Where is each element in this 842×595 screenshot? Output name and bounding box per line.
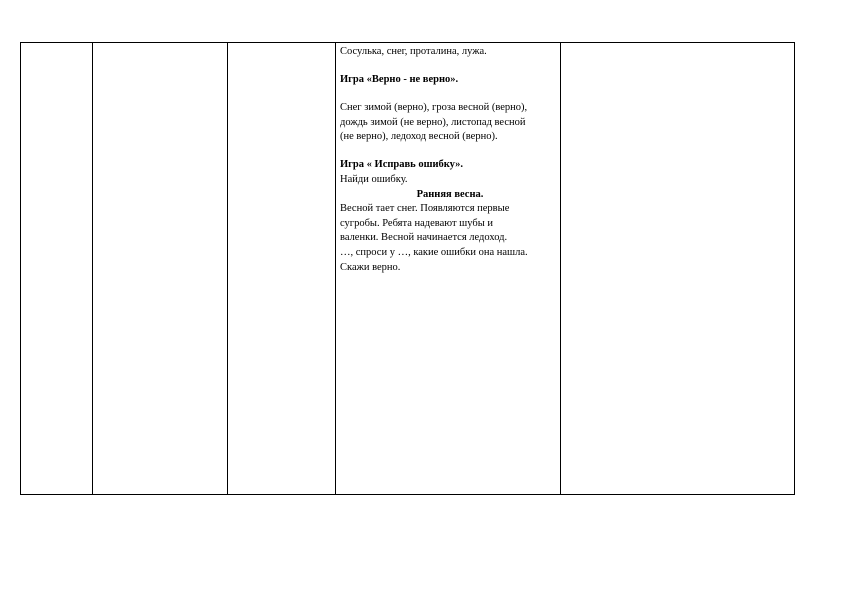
game-line: Снег зимой (верно), гроза весной (верно), xyxy=(340,102,528,114)
game-line: (не верно), ледоход весной (верно). xyxy=(340,131,498,143)
game-title-fix-error: Игра « Исправь ошибку». xyxy=(340,159,464,171)
story-line: Весной тает снег. Появляются первые xyxy=(340,203,510,215)
column-divider xyxy=(227,43,228,494)
game-title-true-false: Игра «Верно - не верно». xyxy=(340,74,459,86)
story-line: …, спроси у …, какие ошибки она нашла. xyxy=(340,247,528,259)
vocabulary-words: Сосулька, снег, проталина, лужа. xyxy=(340,46,487,57)
story-line: сугробы. Ребята надевают шубы и xyxy=(340,217,494,229)
story-line: Скажи верно. xyxy=(340,261,401,273)
find-error-instruction: Найди ошибку. xyxy=(340,174,408,186)
column-divider xyxy=(560,43,561,494)
column-divider xyxy=(92,43,93,494)
story-line: валенки. Весной начинается ледоход. xyxy=(340,232,508,244)
story-title: Ранняя весна. xyxy=(416,188,484,200)
lesson-plan-table xyxy=(20,42,795,495)
game-line: дождь зимой (не верно), листопад весной xyxy=(340,116,526,128)
table-cell-content xyxy=(340,45,560,275)
column-divider xyxy=(335,43,336,494)
